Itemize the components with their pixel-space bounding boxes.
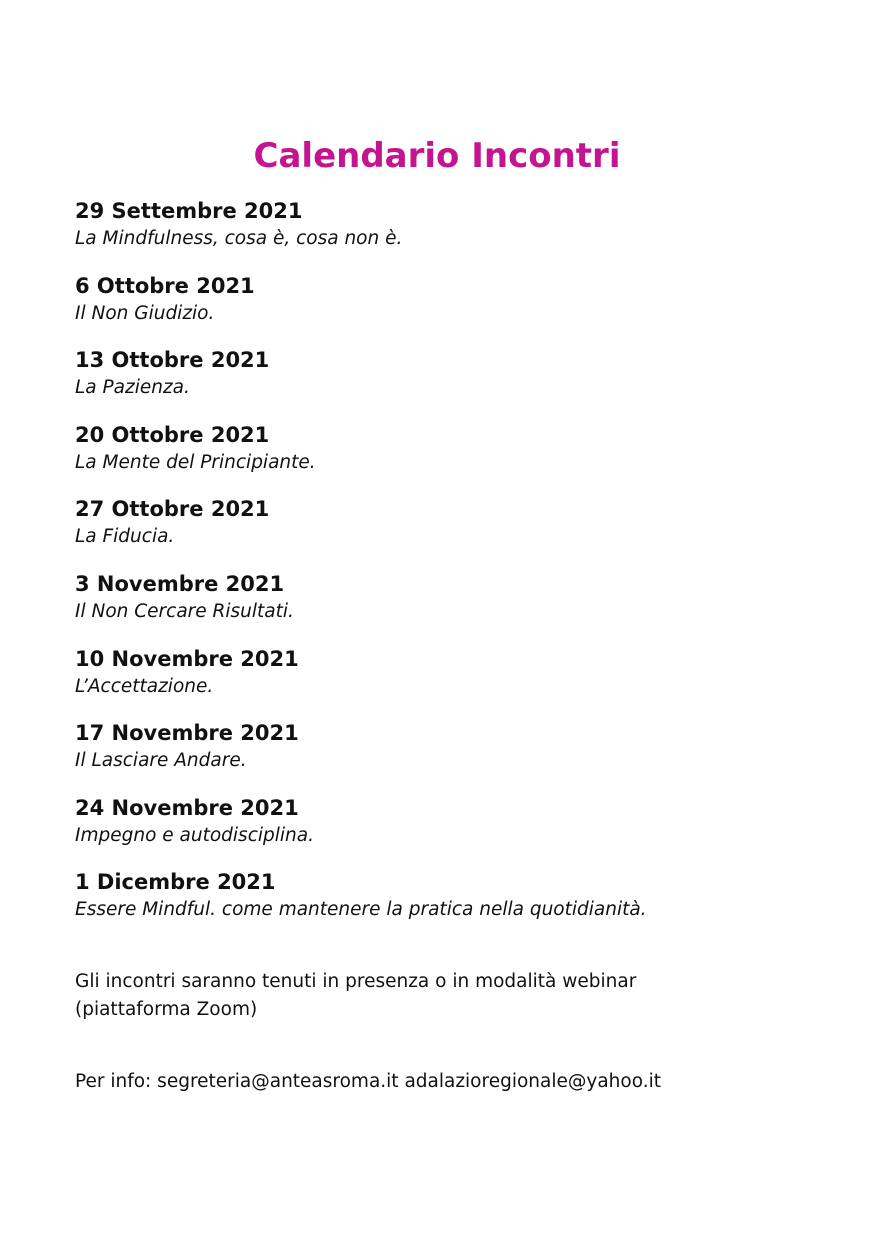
entry-date: 17 Novembre 2021: [75, 721, 299, 746]
contact-info: Per info: segreteria@anteasroma.it adalazioregionale@yahoo.it: [75, 1071, 661, 1092]
entry-topic: La Mindfulness, cosa è, cosa non è.: [75, 228, 403, 249]
entry-topic: Il Lasciare Andare.: [75, 750, 247, 772]
schedule-entry: [75, 196, 835, 271]
entry-topic: La Pazienza.: [75, 377, 190, 399]
entry-date: 10 Novembre 2021: [75, 646, 299, 671]
entry-topic: L’Accettazione.: [75, 675, 214, 697]
entry-date: 1 Dicembre 2021: [75, 870, 276, 895]
entry-date: 13 Ottobre 2021: [75, 348, 270, 373]
page-title: Calendario Incontri: [253, 136, 621, 176]
format-note: [75, 968, 835, 1024]
entry-date: 29 Settembre 2021: [75, 199, 303, 223]
schedule-entry: [75, 494, 835, 569]
entry-date: 20 Ottobre 2021: [75, 422, 270, 447]
format-note-line: Gli incontri saranno tenuti in presenza o in modalità webinar: [75, 971, 637, 992]
entry-topic: Impegno e autodisciplina.: [75, 824, 314, 846]
entry-date: 24 Novembre 2021: [75, 795, 299, 820]
entry-topic: La Fiducia.: [75, 526, 175, 548]
schedule-entry: [75, 569, 835, 644]
schedule-entry: [75, 793, 835, 868]
schedule-entry: [75, 271, 835, 346]
schedule-entry: [75, 867, 835, 942]
schedule-entry: [75, 345, 835, 420]
entry-date: 27 Ottobre 2021: [75, 497, 270, 522]
entry-topic: La Mente del Principiante.: [75, 451, 316, 473]
entry-date: 3 Novembre 2021: [75, 571, 285, 596]
schedule-entry: [75, 644, 835, 719]
entry-topic: Il Non Giudizio.: [75, 302, 215, 324]
entry-topic: Essere Mindful. come mantenere la pratica nella quotidianità.: [75, 899, 647, 921]
meeting-schedule: [75, 196, 835, 942]
schedule-entry: [75, 718, 835, 793]
schedule-entry: [75, 420, 835, 495]
format-note-line: (piattaforma Zoom): [75, 999, 258, 1020]
entry-date: 6 Ottobre 2021: [75, 273, 255, 298]
entry-topic: Il Non Cercare Risultati.: [75, 600, 294, 622]
